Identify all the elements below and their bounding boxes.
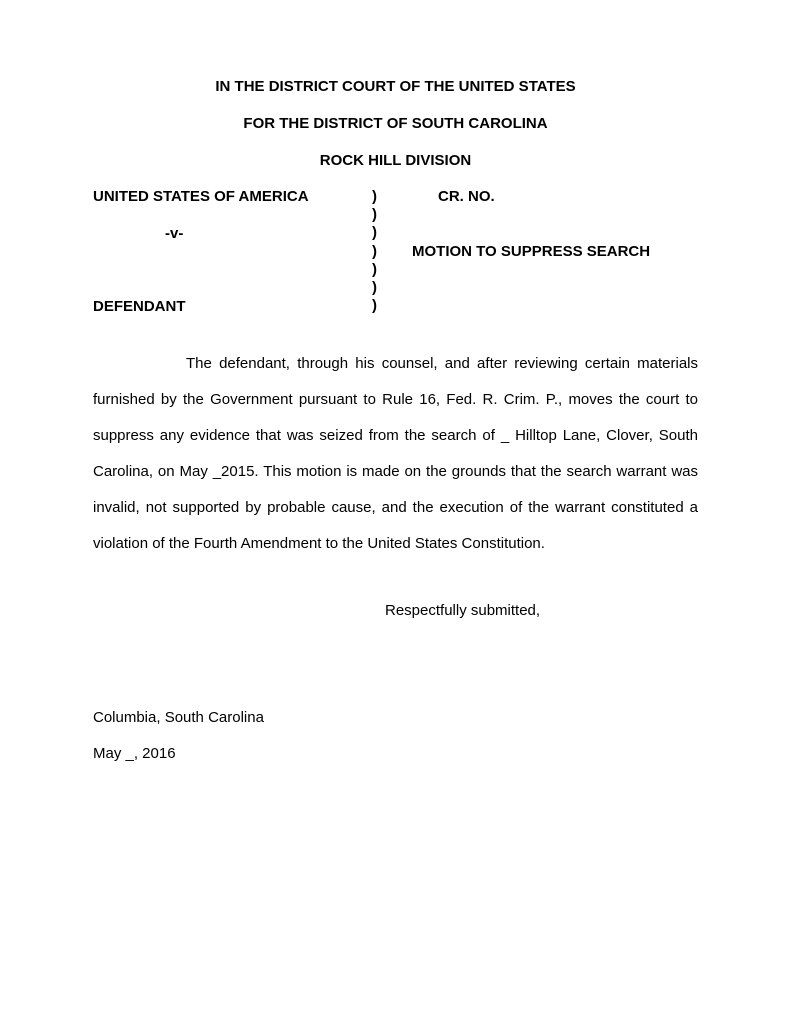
caption-paren: ) [372, 242, 377, 260]
motion-title: MOTION TO SUPPRESS SEARCH [412, 243, 651, 260]
district-heading: FOR THE DISTRICT OF SOUTH CAROLINA [243, 115, 548, 132]
court-name-heading: IN THE DISTRICT COURT OF THE UNITED STATES [215, 78, 576, 95]
motion-body-paragraph: The defendant, through his counsel, and after reviewing certain materials furnished by the Government pursuant to Rule 16, Fed. R. Crim. P., moves the court to suppress any evidence that was seized from the search of _ Hilltop Lane, Clover, South Carolina, on May _2015. This motion is made on the grounds that the search warrant was invalid, not supported by probable cause, and the execution of the warrant constituted a violation of the Fourth Amendment to the United States Constitution. [93, 355, 698, 552]
location-text: Columbia, South Carolina [93, 709, 264, 726]
versus-label: -v- [165, 225, 184, 242]
defendant-label: DEFENDANT [93, 298, 186, 315]
signoff-text: Respectfully submitted, [385, 602, 541, 619]
caption-divider [372, 188, 377, 315]
date-text: May _, 2016 [93, 745, 176, 762]
case-number-label: CR. NO. [438, 188, 495, 205]
plaintiff-name: UNITED STATES OF AMERICA [93, 188, 309, 205]
caption-paren: ) [372, 188, 377, 205]
caption-paren: ) [372, 224, 377, 242]
caption-paren: ) [372, 206, 377, 224]
division-heading: ROCK HILL DIVISION [319, 152, 472, 169]
caption-paren: ) [372, 260, 377, 278]
caption-paren: ) [372, 297, 377, 315]
caption-paren: ) [372, 278, 377, 296]
